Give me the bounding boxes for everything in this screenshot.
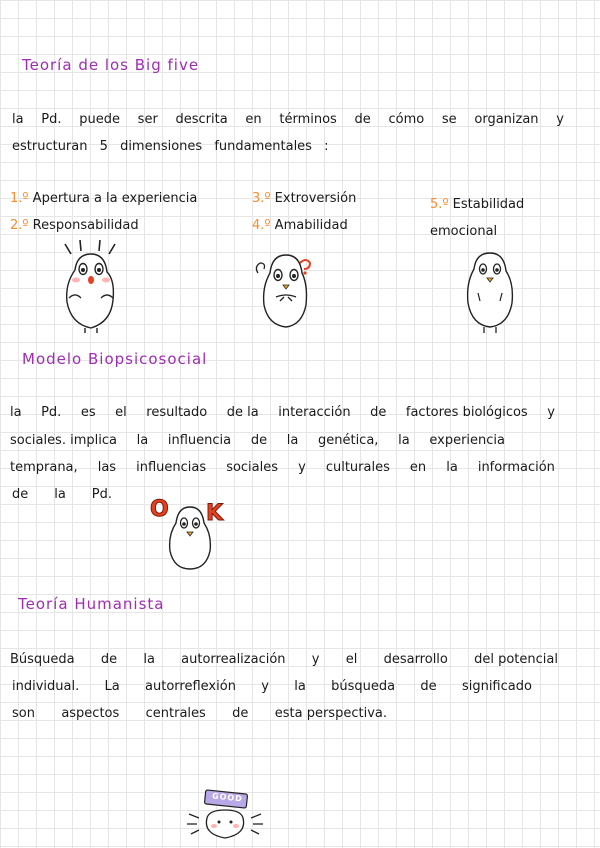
word: de: [420, 679, 437, 694]
bio-line-2: [10, 433, 505, 448]
word: términos: [279, 112, 337, 127]
word: influencias: [136, 460, 207, 475]
word: interacción: [278, 405, 351, 420]
hum-line-1: [10, 652, 558, 667]
word: la: [10, 405, 22, 420]
word: estructuran: [12, 139, 88, 154]
trait-label: Extroversión: [274, 191, 357, 206]
trait-label: Estabilidad emocional: [430, 197, 525, 239]
good-sign-text: GOOD: [211, 791, 244, 804]
word: temprana,: [10, 460, 78, 475]
hum-line-3: [12, 706, 387, 721]
word: fundamentales: [214, 139, 312, 154]
good-sign-sticker: [185, 788, 265, 843]
word: Pd.: [91, 487, 112, 502]
word: de: [232, 706, 249, 721]
word: descrita: [175, 112, 228, 127]
word: y: [298, 460, 306, 475]
word: la: [446, 460, 458, 475]
word: y: [261, 679, 269, 694]
section-title-big-five: Teoría de los Big five: [22, 56, 200, 74]
shocked-chick-sticker: [55, 240, 125, 335]
word: en: [245, 112, 262, 127]
ok-chick-sticker: [150, 497, 230, 572]
word: sociales: [226, 460, 279, 475]
word: se: [441, 112, 457, 127]
word: búsqueda: [331, 679, 396, 694]
word: y: [556, 112, 564, 127]
word: autorrealización: [181, 652, 286, 667]
word: culturales: [325, 460, 390, 475]
word: la: [143, 652, 155, 667]
trait-number: 4.º: [252, 218, 271, 233]
hum-line-2: [12, 679, 532, 694]
word: Búsqueda: [10, 652, 75, 667]
word: y: [311, 652, 320, 667]
word: individual.: [12, 679, 80, 694]
word: y: [547, 405, 555, 420]
word: de: [100, 652, 118, 667]
word: factores biológicos: [405, 405, 528, 420]
word: desarrollo: [383, 652, 448, 667]
trait-item-5: [430, 191, 560, 245]
trait-number: 1.º: [10, 191, 29, 206]
word: dimensiones: [120, 139, 203, 154]
word: experiencia: [429, 433, 505, 448]
word: la: [54, 487, 66, 502]
word: 5: [99, 139, 108, 154]
ok-letter-k: K: [206, 501, 224, 526]
word: organizan: [474, 112, 539, 127]
word: el: [345, 652, 358, 667]
word: significado: [461, 679, 532, 694]
trait-number: 3.º: [252, 191, 271, 206]
word: :: [324, 139, 329, 154]
word: influencia: [167, 433, 232, 448]
bio-line-3: [10, 460, 555, 475]
word: la: [12, 112, 24, 127]
word: puede: [79, 112, 120, 127]
intro-line-2: [12, 139, 328, 154]
word: resultado: [146, 405, 208, 420]
word: esta perspectiva.: [274, 706, 387, 721]
trait-number: 5.º: [430, 197, 449, 212]
sad-chick-sticker: [460, 245, 520, 335]
trait-item-4: [252, 218, 348, 233]
trait-item-2: [10, 218, 139, 233]
word: La: [104, 679, 120, 694]
word: cómo: [388, 112, 425, 127]
section-title-biopsicosocial: Modelo Biopsicosocial: [22, 350, 208, 368]
word: de: [354, 112, 371, 127]
word: genética,: [317, 433, 379, 448]
word: de: [370, 405, 387, 420]
word: la: [136, 433, 149, 448]
word: la: [294, 679, 306, 694]
trait-label: Amabilidad: [274, 218, 348, 233]
word: la: [286, 433, 299, 448]
word: sociales. implica: [10, 433, 117, 448]
word: son: [12, 706, 35, 721]
bio-line-1: [10, 405, 555, 420]
thinking-chick-sticker: [250, 245, 325, 330]
word: de: [250, 433, 268, 448]
word: en: [409, 460, 427, 475]
word: es: [80, 405, 96, 420]
word: del potencial: [474, 652, 558, 667]
intro-line-1: [12, 112, 564, 127]
trait-number: 2.º: [10, 218, 29, 233]
trait-item-3: [252, 191, 356, 206]
word: de: [12, 487, 29, 502]
word: la: [398, 433, 410, 448]
word: información: [477, 460, 555, 475]
bio-line-4: [12, 487, 112, 502]
word: las: [97, 460, 117, 475]
word: ser: [137, 112, 158, 127]
chick-icon: [162, 503, 218, 571]
word: autorreflexión: [145, 679, 236, 694]
word: Pd.: [41, 112, 62, 127]
word: Pd.: [41, 405, 62, 420]
trait-label: Responsabilidad: [32, 218, 139, 233]
word: centrales: [145, 706, 206, 721]
word: de la: [226, 405, 259, 420]
word: el: [115, 405, 127, 420]
section-title-humanista: Teoría Humanista: [18, 595, 165, 613]
trait-item-1: [10, 191, 197, 206]
trait-label: Apertura a la experiencia: [32, 191, 198, 206]
ok-letter-o: O: [150, 497, 169, 522]
word: aspectos: [61, 706, 120, 721]
